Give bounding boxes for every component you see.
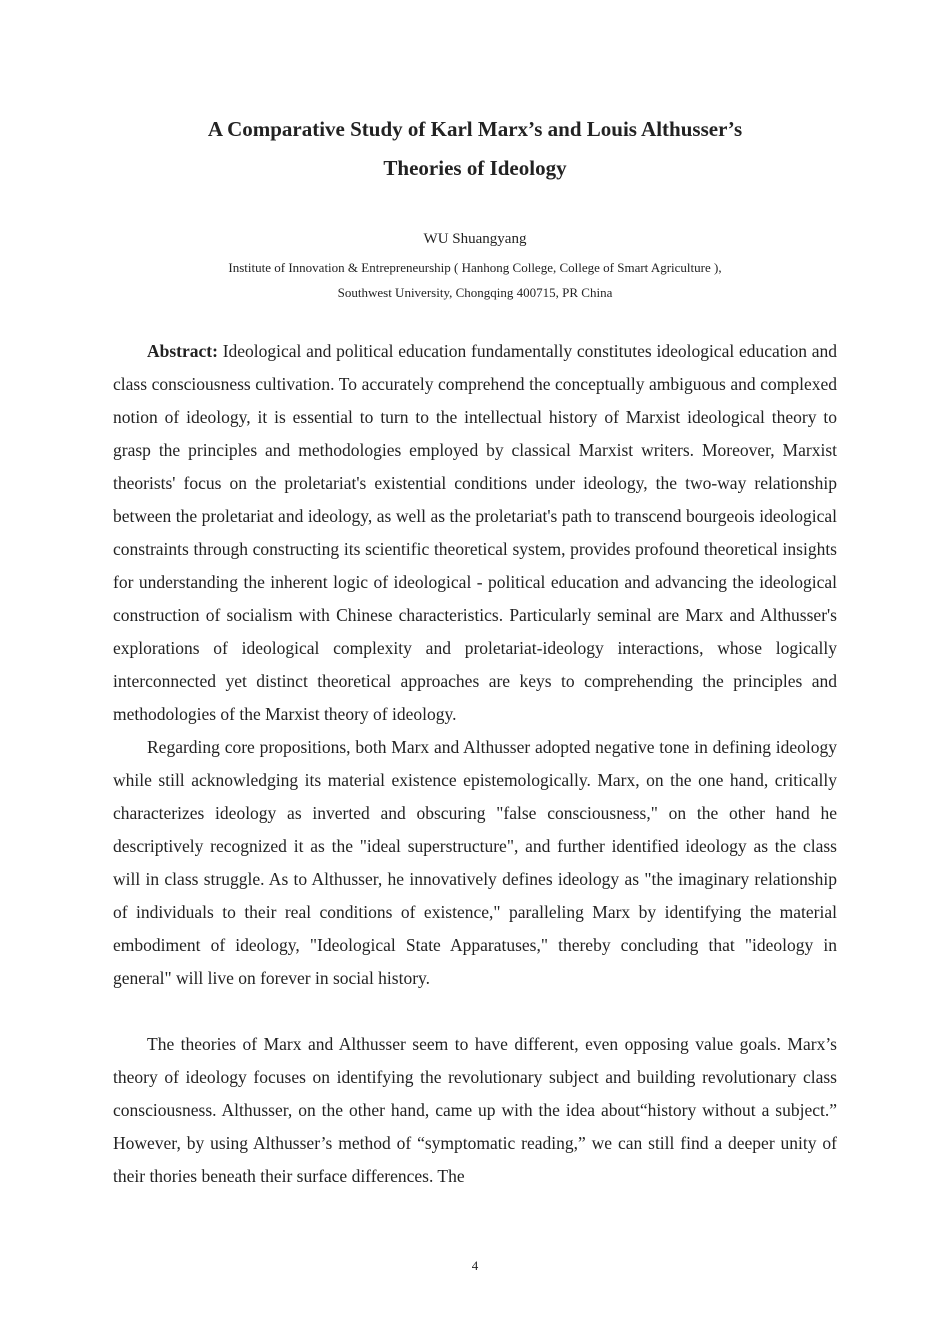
paragraph-2: Regarding core propositions, both Marx and Althusser adopted negative tone in defining ideology while still acknowledging its material existence epistemologically. Marx, on the one hand, critically characterizes ideology as inverted and obscuring "false consciousness," on the other hand he descriptively recognized it as the "ideal superstructure", and further identified ideology as the class will in class struggle. As to Althusser, he innovatively defines ideology as "the imaginary relationship of individuals to their real conditions of existence," paralleling Marx by identifying the material embodiment of ideology, "Ideological State Apparatuses," thereby concluding that "ideology in general" will live on forever in social history. xyxy=(113,737,837,988)
abstract-paragraph xyxy=(113,335,837,731)
paper-title-line-1: A Comparative Study of Karl Marx’s and Louis Althusser’s xyxy=(207,117,743,141)
abstract-label: Abstract: xyxy=(147,341,218,361)
paper-title-line-2: Theories of Ideology xyxy=(383,156,567,180)
paragraph-3: The theories of Marx and Althusser seem to have different, even opposing value goals. Marx’s theory of ideology focuses on identifying the revolutionary subject and building revolutionary class consciousness. Althusser, on the other hand, came up with the idea about“history without a subject.” However, by using Althusser’s method of “symptomatic reading,” we can still find a deeper unity of their thories beneath their surface differences. The xyxy=(113,1034,837,1186)
abstract-text: Ideological and political education fundamentally constitutes ideological education and class consciousness cultivation. To accurately comprehend the conceptually ambiguous and complexed notion of ideology, it is essential to turn to the intellectual history of Marxist ideological theory to grasp the principles and methodologies employed by classical Marxist writers. Moreover, Marxist theorists' focus on the proletariat's existential conditions under ideology, the two-way relationship between the proletariat and ideology, as well as the proletariat's path to transcend bourgeois ideological constraints through constructing its scientific theoretical system, provides profound theoretical insights for understanding the inherent logic of ideological - political education and advancing the ideological construction of socialism with Chinese characteristics. Particularly seminal are Marx and Althusser's explorations of ideological complexity and proletariat-ideology interactions, whose logically interconnected yet distinct theoretical approaches are keys to comprehending the principles and methodologies of the Marxist theory of ideology. xyxy=(113,341,837,724)
affiliation-line-1: Institute of Innovation & Entrepreneurship ( Hanhong College, College of Smart Agriculture ), xyxy=(228,260,722,275)
affiliation-line-2: Southwest University, Chongqing 400715, PR China xyxy=(337,285,613,300)
author-name: WU Shuangyang xyxy=(423,231,527,247)
title-block xyxy=(113,110,837,188)
body-text xyxy=(113,335,837,1193)
page-number: 4 xyxy=(471,1258,479,1273)
author-block xyxy=(113,228,837,305)
